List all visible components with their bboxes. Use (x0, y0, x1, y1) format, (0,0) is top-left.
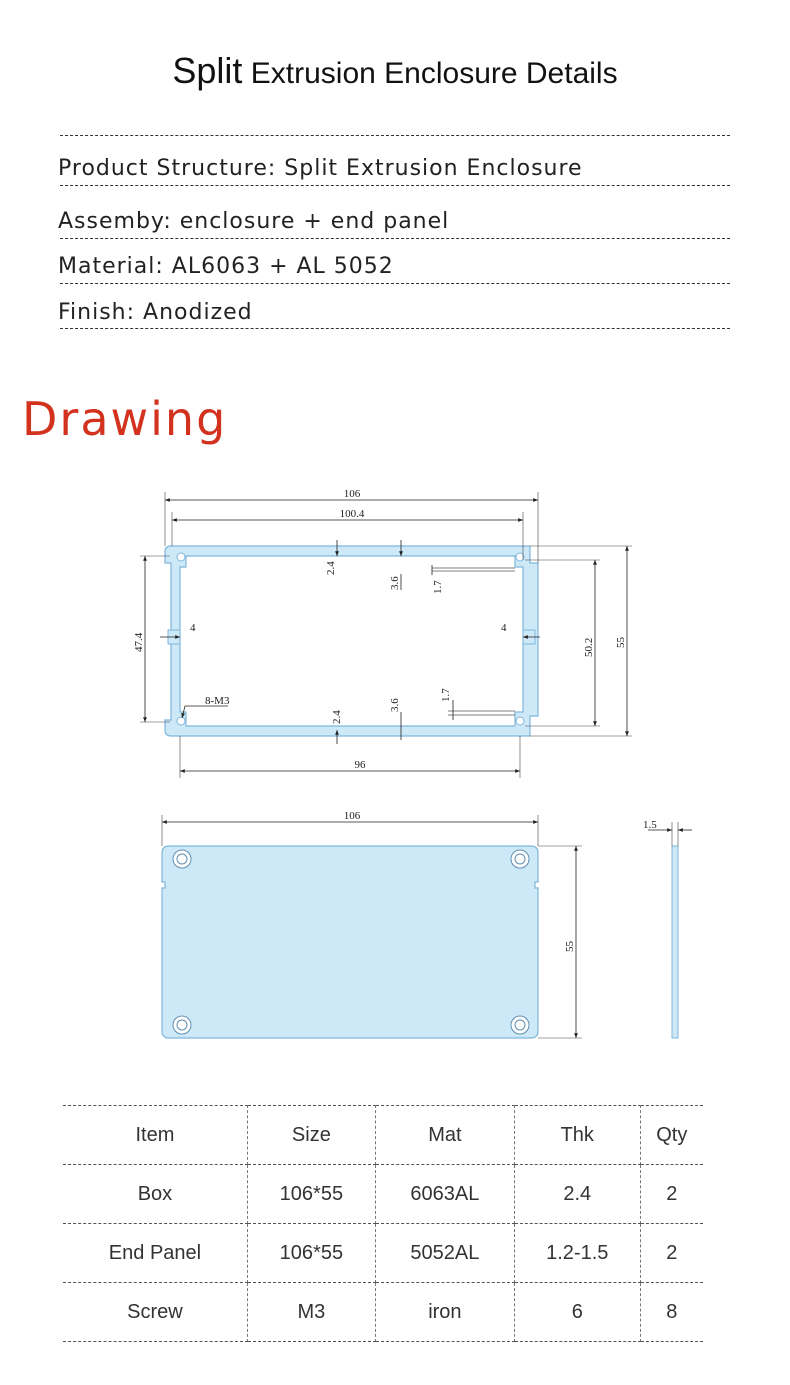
title-emphasis: Split (172, 50, 243, 91)
dim-height-left: 47.4 (133, 632, 145, 652)
table-header-cell: Size (247, 1106, 375, 1165)
spec-separator: : (163, 209, 180, 234)
end-panel (162, 846, 538, 1038)
dim-screw: 8-M3 (205, 695, 230, 707)
table-cell: 2.4 (514, 1165, 640, 1224)
title-rest: Extrusion Enclosure Details (242, 57, 618, 90)
spec-separator: : (267, 156, 285, 181)
spec-label: Material (58, 254, 156, 279)
dim-wall-top: 2.4 (325, 561, 337, 575)
dim-width-inner: 100.4 (339, 508, 365, 520)
table-cell: 6063AL (375, 1165, 514, 1224)
table-cell: 106*55 (247, 1165, 375, 1224)
dim-slot-top: 1.7 (432, 580, 444, 594)
dim-panel-height: 55 (564, 941, 576, 952)
spec-value: AL6063 + AL 5052 (171, 254, 394, 279)
table-cell: 2 (640, 1165, 703, 1224)
table-cell: 8 (640, 1283, 703, 1342)
enclosure-frame (165, 546, 538, 736)
dim-side-left: 4 (190, 622, 196, 634)
dim-bottom-span: 96 (354, 759, 366, 771)
parts-table (63, 1105, 703, 1342)
table-cell: 106*55 (247, 1224, 375, 1283)
table-header-cell: Mat (375, 1106, 514, 1165)
dim-rib-bottom: 3.6 (389, 698, 401, 712)
spec-label: Finish (58, 300, 127, 325)
spec-value: Anodized (143, 300, 253, 325)
table-header-row (63, 1106, 703, 1165)
dim-thickness: 1.5 (643, 819, 657, 831)
table-header-cell: Item (63, 1106, 247, 1165)
table-cell: 6 (514, 1283, 640, 1342)
table-cell: End Panel (63, 1224, 247, 1283)
table-cell: Box (63, 1165, 247, 1224)
spec-separator: : (126, 300, 144, 325)
dim-height-inner: 50.2 (583, 637, 595, 657)
table-row (63, 1283, 703, 1342)
spec-label: Product Structure (58, 156, 268, 181)
dim-wall-bottom: 2.4 (331, 710, 343, 724)
dim-rib-top: 3.6 (389, 576, 401, 590)
table-header-cell: Qty (640, 1106, 703, 1165)
drawing-heading: Drawing (22, 392, 228, 446)
spec-separator: : (155, 254, 172, 279)
panel-view (162, 810, 582, 1038)
table-cell: 5052AL (375, 1224, 514, 1283)
dim-height-outer: 55 (615, 637, 627, 648)
panel-edge (672, 846, 678, 1038)
table-cell: Screw (63, 1283, 247, 1342)
dim-slot-bottom: 1.7 (440, 688, 452, 702)
table-header-cell: Thk (514, 1106, 640, 1165)
table-cell: 1.2-1.5 (514, 1224, 640, 1283)
spec-label: Assemby (58, 209, 164, 234)
spec-value: enclosure + end panel (179, 209, 450, 234)
table-row (63, 1224, 703, 1283)
table-cell: 2 (640, 1224, 703, 1283)
dim-side-right: 4 (501, 622, 507, 634)
table-cell: iron (375, 1283, 514, 1342)
dim-width-outer: 106 (343, 488, 361, 500)
table-cell: M3 (247, 1283, 375, 1342)
front-view (133, 488, 632, 778)
spec-value: Split Extrusion Enclosure (284, 156, 583, 181)
side-view (643, 819, 692, 1038)
table-row (63, 1165, 703, 1224)
dim-panel-width: 106 (343, 810, 361, 822)
